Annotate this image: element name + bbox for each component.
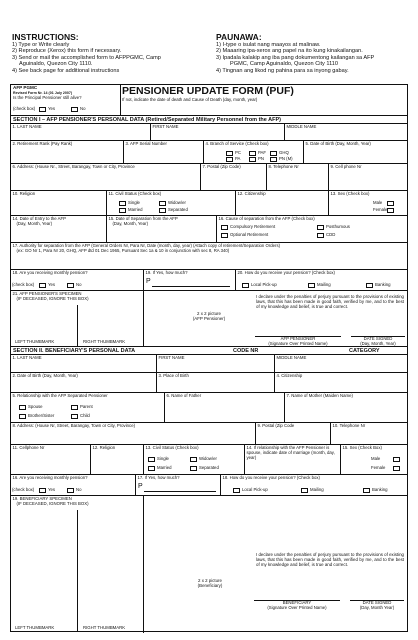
s2-relationship-row: [11, 392, 407, 422]
left-thumbmark-label: LEFT THUMBMARK: [15, 625, 55, 631]
paunawa-item: 3) Ipadala kalakip ang iba pang dokumentong kailangan sa AFP: [216, 54, 375, 61]
b-address-field[interactable]: 8. Address: (House Nr, Street, Barangay, Town or City, Province): [12, 423, 136, 428]
b-telephone-field[interactable]: 10. Telephone Nr: [330, 423, 407, 444]
divider: [77, 305, 78, 346]
b-cellphone-field[interactable]: 11. Cellphone Nr: [12, 445, 45, 450]
branch-option: GHQ: [279, 150, 289, 155]
b-civil-widow-box[interactable]: [190, 457, 197, 462]
divider: [143, 496, 144, 633]
branch-field: 4. Branch of Service (Check box) PC PAF GHQ PA PN PN (M): [203, 141, 303, 163]
b-civil-single-box[interactable]: [148, 457, 155, 462]
receive-option: Banking: [375, 282, 391, 287]
no-label: No: [80, 106, 86, 111]
postal-field[interactable]: 7. Postal (Zip Code): [200, 164, 266, 190]
how-much-field[interactable]: 19. If Yes, how much? P: [143, 270, 235, 290]
sex-field: 13. Sex (Check box) Male Female: [328, 191, 407, 215]
b-marriage-date-field[interactable]: 14. If relationship with the AFP Pensioner is spouse, indicate date of marriage (month, day, year): [244, 445, 340, 474]
b-how-receive-field: 18. How do you receive your pension? (Check box) Local Pick-up Mailing Banking: [220, 475, 407, 495]
b-receiving-no-box[interactable]: [67, 488, 74, 493]
code-nr-label: CODE NR: [233, 348, 259, 354]
paunawa-title: PAUNAWA:: [216, 32, 262, 42]
peso-sign: P: [138, 483, 143, 490]
rel-option: Spouse: [28, 404, 43, 409]
female-box[interactable]: [387, 208, 394, 213]
instruction-item: 2) Reproduce (Xerox) this form if necessary.: [12, 48, 122, 55]
receiving-no-box[interactable]: [67, 283, 74, 288]
left-thumbmark-label: LEFT THUMBMARK: [15, 339, 55, 345]
b-date-signed-format: (Day, Month Year): [359, 605, 395, 610]
b-receiving-pension-field: 16. Are you receiving monthly pension? (check box) Yes No: [12, 475, 88, 492]
cause-compulsory-box[interactable]: [221, 225, 228, 230]
date-of-death-label: If not, indicate the date of death and Cause of Death (day, month, year): [122, 97, 258, 102]
b-photo-placeholder[interactable]: 2 x 2 picture (Beneficiary): [197, 578, 223, 589]
branch-option: PN: [258, 156, 264, 161]
paunawa-item: 1) I-type o isulat nang maayos at malinaw.: [216, 42, 321, 48]
civil-status-field: 11. Civil Status (Check box) Single Widow/er Married Separated: [106, 191, 235, 215]
b-dob-field[interactable]: 2. Date of Birth (Day, Month, Year): [12, 373, 78, 378]
instructions-title: INSTRUCTIONS:: [12, 32, 79, 42]
instructions-list: [12, 42, 192, 74]
no-label: No: [76, 487, 82, 492]
cause-field: 16. Cause of separation from the AFP (Check box) Compulsory Retirement Posthumous Optional Retirement CDD: [216, 216, 407, 242]
civil-option: Single: [128, 200, 140, 205]
cause-option: Compulsory Retirement: [230, 224, 276, 229]
check-box-label: (check box): [12, 487, 35, 492]
date-signed-format: (Day, Month, Year): [360, 341, 396, 346]
b-receive-mailing-box[interactable]: [301, 488, 308, 493]
rel-parent-box[interactable]: [71, 405, 78, 410]
divider: [120, 85, 121, 115]
entry-date-field[interactable]: 14. Date of Entry to the AFP (Day, Month, Year): [12, 216, 67, 226]
receive-mailing-box[interactable]: [308, 283, 315, 288]
civil-option: Single: [157, 456, 169, 461]
b-mother-field[interactable]: 7. Name of Mother (Maiden Name): [284, 393, 407, 422]
b-citizenship-field[interactable]: 4. Citizenship: [274, 373, 407, 392]
check-box-label: (check box): [12, 282, 35, 287]
peso-sign: P: [146, 278, 151, 285]
middle-name-field[interactable]: MIDDLE NAME: [284, 124, 407, 140]
b-receive-pickup-box[interactable]: [233, 488, 240, 493]
b-civil-separated-box[interactable]: [190, 466, 197, 471]
s2-pension-row: [11, 474, 407, 495]
section2-title: SECTION II. BENEFICIARY'S PERSONAL DATA: [13, 348, 136, 354]
civil-option: Widow/er: [168, 200, 186, 205]
paunawa-item: PGMC, Camp Aguinaldo, Quezon City 1110: [230, 61, 338, 68]
cause-posthumous-box[interactable]: [317, 225, 324, 230]
last-name-field[interactable]: 1. LAST NAME: [12, 124, 42, 129]
b-specimen-field: 19. BENEFICIARY SPECIMEN (IF DECEASED, IGNORE THIS BOX) LEFT THUMBMARK RIGHT THUMBMARK: [12, 496, 126, 631]
female-label: Female: [371, 465, 386, 470]
retirement-rank-field[interactable]: 2. Retirement Rank (Pay Rank): [12, 141, 73, 146]
section1-title: SECTION I – AFP PENSIONER'S PERSONAL DATA (Retired/Separated Military Personnel from the AFP): [13, 117, 282, 123]
s1-address-row: [11, 163, 407, 190]
b-signature-label: BENEFICIARY: [282, 600, 312, 605]
civil-option: Widow/er: [199, 456, 217, 461]
date-signed-label: DATE SIGNED: [363, 336, 393, 341]
instruction-item: 3) Send or mail the accomplished form to AFPPGMC, Camp: [12, 54, 161, 61]
b-date-signed-label: DATE SIGNED: [362, 600, 392, 605]
authority-field[interactable]: 17. Authority for separation from the AFP (General Orders Nr, Para Nr, Date (month, day, year) (Attach copy of retirement/Separation Orders) (ex: GO Nr 1, Para Nr 20, GHQ, AFP dtd 01 Dec 1965, Pursuant Sec 1a & 10 in conjunction with sec 8, RA 340): [12, 243, 281, 253]
form-header: [11, 85, 407, 115]
s1-authority-row: [11, 242, 407, 269]
rel-option: Brother/Sister: [28, 413, 55, 418]
branch-option: PN (M): [279, 156, 293, 161]
b-male-box[interactable]: [393, 457, 400, 462]
address-field[interactable]: 6. Address: (House Nr., Street, Barangay, Town or City, Province: [12, 164, 135, 169]
receiving-yes-box[interactable]: [39, 283, 46, 288]
b-pob-field[interactable]: 3. Place of Birth: [156, 373, 274, 392]
s2-birth-row: [11, 372, 407, 392]
s1-rank-row: [11, 140, 407, 163]
civil-option: Separated: [199, 465, 219, 470]
right-thumbmark-label: RIGHT THUMBMARK: [83, 339, 126, 345]
first-name-field[interactable]: FIRST NAME: [150, 124, 284, 140]
female-label: Female: [373, 207, 388, 212]
rel-option: Parent: [80, 404, 93, 409]
civil-married-box[interactable]: [119, 208, 126, 213]
civil-separated-box[interactable]: [159, 208, 166, 213]
branch-pa-box[interactable]: [226, 157, 233, 162]
branch-ghq-box[interactable]: [270, 151, 277, 156]
rel-sibling-box[interactable]: [19, 414, 26, 419]
instruction-item: Aguinaldo, Quezon City 1110.: [19, 61, 93, 68]
how-receive-field: 20. How do you receive your pension? (Check box) Local Pick-up Mailing Banking: [235, 270, 407, 290]
cause-optional-box[interactable]: [221, 233, 228, 238]
receive-option: Banking: [372, 487, 388, 492]
revision-label: Revised Form Nr. 14 (01 July 2007): [13, 91, 73, 95]
s1-religion-row: [11, 190, 407, 215]
photo-placeholder[interactable]: 2 x 2 picture (AFP Pensioner): [192, 311, 226, 322]
cellphone-field[interactable]: 9. Cell phone Nr: [328, 164, 407, 190]
religion-field[interactable]: 10. Religion: [12, 191, 36, 196]
branch-pnm-box[interactable]: [270, 157, 277, 162]
b-last-name-field[interactable]: 1. LAST NAME: [12, 355, 42, 360]
cause-option: Posthumous: [326, 224, 350, 229]
paunawa-list: [216, 42, 410, 74]
civil-option: Married: [157, 465, 172, 470]
section2-header: [11, 346, 407, 354]
branch-paf-box[interactable]: [249, 151, 256, 156]
s1-dates-row: [11, 215, 407, 242]
check-box-label: (check box): [13, 106, 36, 111]
receive-option: Local Pick-up: [242, 487, 268, 492]
receive-option: Mailing: [317, 282, 331, 287]
receive-banking-box[interactable]: [366, 283, 373, 288]
receive-option: Mailing: [310, 487, 324, 492]
b-civil-married-box[interactable]: [148, 466, 155, 471]
agency-label: AFP PGMC: [13, 85, 38, 90]
b-how-much-field[interactable]: 17. If Yes, how much? P: [135, 475, 220, 495]
yes-label: Yes: [48, 282, 56, 287]
rel-spouse-box[interactable]: [19, 405, 26, 410]
no-label: No: [76, 282, 82, 287]
b-civil-status-field: 13. Civil Status (Check box) Single Widow/er Married Separated: [143, 445, 244, 474]
receive-option: Local Pick-up: [251, 282, 277, 287]
rel-option: Child: [80, 413, 90, 418]
amount-line: [152, 282, 230, 287]
b-father-field[interactable]: 6. Name of Father: [164, 393, 284, 422]
b-religion-field[interactable]: 12. Religion: [90, 445, 143, 474]
male-box[interactable]: [387, 201, 394, 206]
b-middle-name-field[interactable]: MIDDLE NAME: [274, 355, 407, 372]
citizenship-field[interactable]: 12. Citizenship: [235, 191, 328, 215]
specimen-field: 21. AFP PENSIONER'S SPECIMEN (IF DECEASED, IGNORE THIS BOX) LEFT THUMBMARK RIGHT THUMBMARK: [12, 291, 126, 345]
civil-single-box[interactable]: [119, 201, 126, 206]
b-postal-field[interactable]: 9. Postal (Zip Code: [255, 423, 330, 444]
right-thumbmark-label: RIGHT THUMBMARK: [83, 625, 126, 631]
instruction-item: 1) Type or Write clearly: [12, 42, 70, 48]
b-sex-field: 15. Sex (Check Box) Male Female: [340, 445, 407, 474]
cause-option: CDD: [326, 232, 336, 237]
b-signature-sub: (Signature Over Printed Name): [267, 605, 327, 610]
male-label: Male: [371, 456, 381, 461]
amount-line: [144, 487, 216, 492]
rel-child-box[interactable]: [71, 414, 78, 419]
b-female-box[interactable]: [393, 466, 400, 471]
civil-widow-box[interactable]: [159, 201, 166, 206]
paunawa-item: 4) Tingnan ang likod ng pahina para sa inyong gabay.: [216, 67, 349, 74]
divider: [77, 510, 78, 632]
alive-no-box[interactable]: [71, 107, 78, 112]
yes-label: Yes: [48, 106, 56, 111]
signature-sub: (Signature Over Printed Name): [268, 341, 328, 346]
alive-question: Is the Principal Pensioner still alive?: [13, 95, 82, 100]
branch-option: PAF: [258, 150, 267, 155]
male-label: Male: [373, 200, 383, 205]
s2-civil-row: [11, 444, 407, 474]
cause-option: Optional Retirement: [230, 232, 269, 237]
alive-yes-box[interactable]: [39, 107, 46, 112]
receive-pickup-box[interactable]: [242, 283, 249, 288]
b-receiving-yes-box[interactable]: [39, 488, 46, 493]
s1-specimen-row: [11, 290, 407, 346]
separation-date-field[interactable]: 15. Date of Separation from the AFP (Day, Month, Year): [106, 216, 216, 242]
branch-pc-box[interactable]: [226, 151, 233, 156]
b-receive-banking-box[interactable]: [363, 488, 370, 493]
dob-field[interactable]: 5. Date of Birth (Day, Month, Year): [303, 141, 407, 163]
cause-cdd-box[interactable]: [317, 233, 324, 238]
b-relationship-field: 5. Relationship with the AFP Separated Pensioner Spouse Parent Brother/Sister Child: [12, 393, 108, 418]
signature-label: AFP PENSIONER: [280, 336, 316, 341]
paunawa-item: 2) Maaaring ipa-xerox ang papel na ito kung kinakailangan.: [216, 48, 363, 55]
civil-option: Married: [128, 207, 143, 212]
branch-pn-box[interactable]: [249, 157, 256, 162]
pensioner-update-form: [10, 84, 408, 632]
declaration-text: I declare under the penalties of perjury pursuant to the provisions of existing laws, that this has been made in good faith, verified by me, and to the best of my knowledge and belief, is true and correct.: [256, 294, 404, 310]
branch-option: PA: [235, 156, 241, 161]
instruction-item: 4) See back page for additional instructions: [12, 67, 120, 74]
s2-name-row: [11, 354, 407, 372]
category-label: CATEGORY: [349, 348, 380, 354]
s2-address-row: [11, 422, 407, 444]
s1-name-row: [11, 123, 407, 140]
b-declaration-text: I declare under the penalties of perjury pursuant to the provisions of existing laws, that this has been made in good faith, verified by me, and to the best of my knowledge and belief, is true and correct.: [256, 552, 404, 568]
serial-number-field[interactable]: 3. AFP Serial Number: [123, 141, 203, 163]
b-first-name-field[interactable]: FIRST NAME: [156, 355, 274, 372]
receiving-pension-field: 18. Are you receiving monthly pension? (check box) Yes No: [12, 270, 88, 287]
civil-option: Separated: [168, 207, 188, 212]
divider: [143, 291, 151, 347]
branch-option: PC: [235, 150, 241, 155]
section1-header: [11, 115, 407, 123]
s1-pension-row: [11, 269, 407, 290]
form-title: PENSIONER UPDATE FORM (PUF): [122, 85, 294, 97]
telephone-field[interactable]: 8. Telephone Nr: [266, 164, 328, 190]
yes-label: Yes: [48, 487, 56, 492]
